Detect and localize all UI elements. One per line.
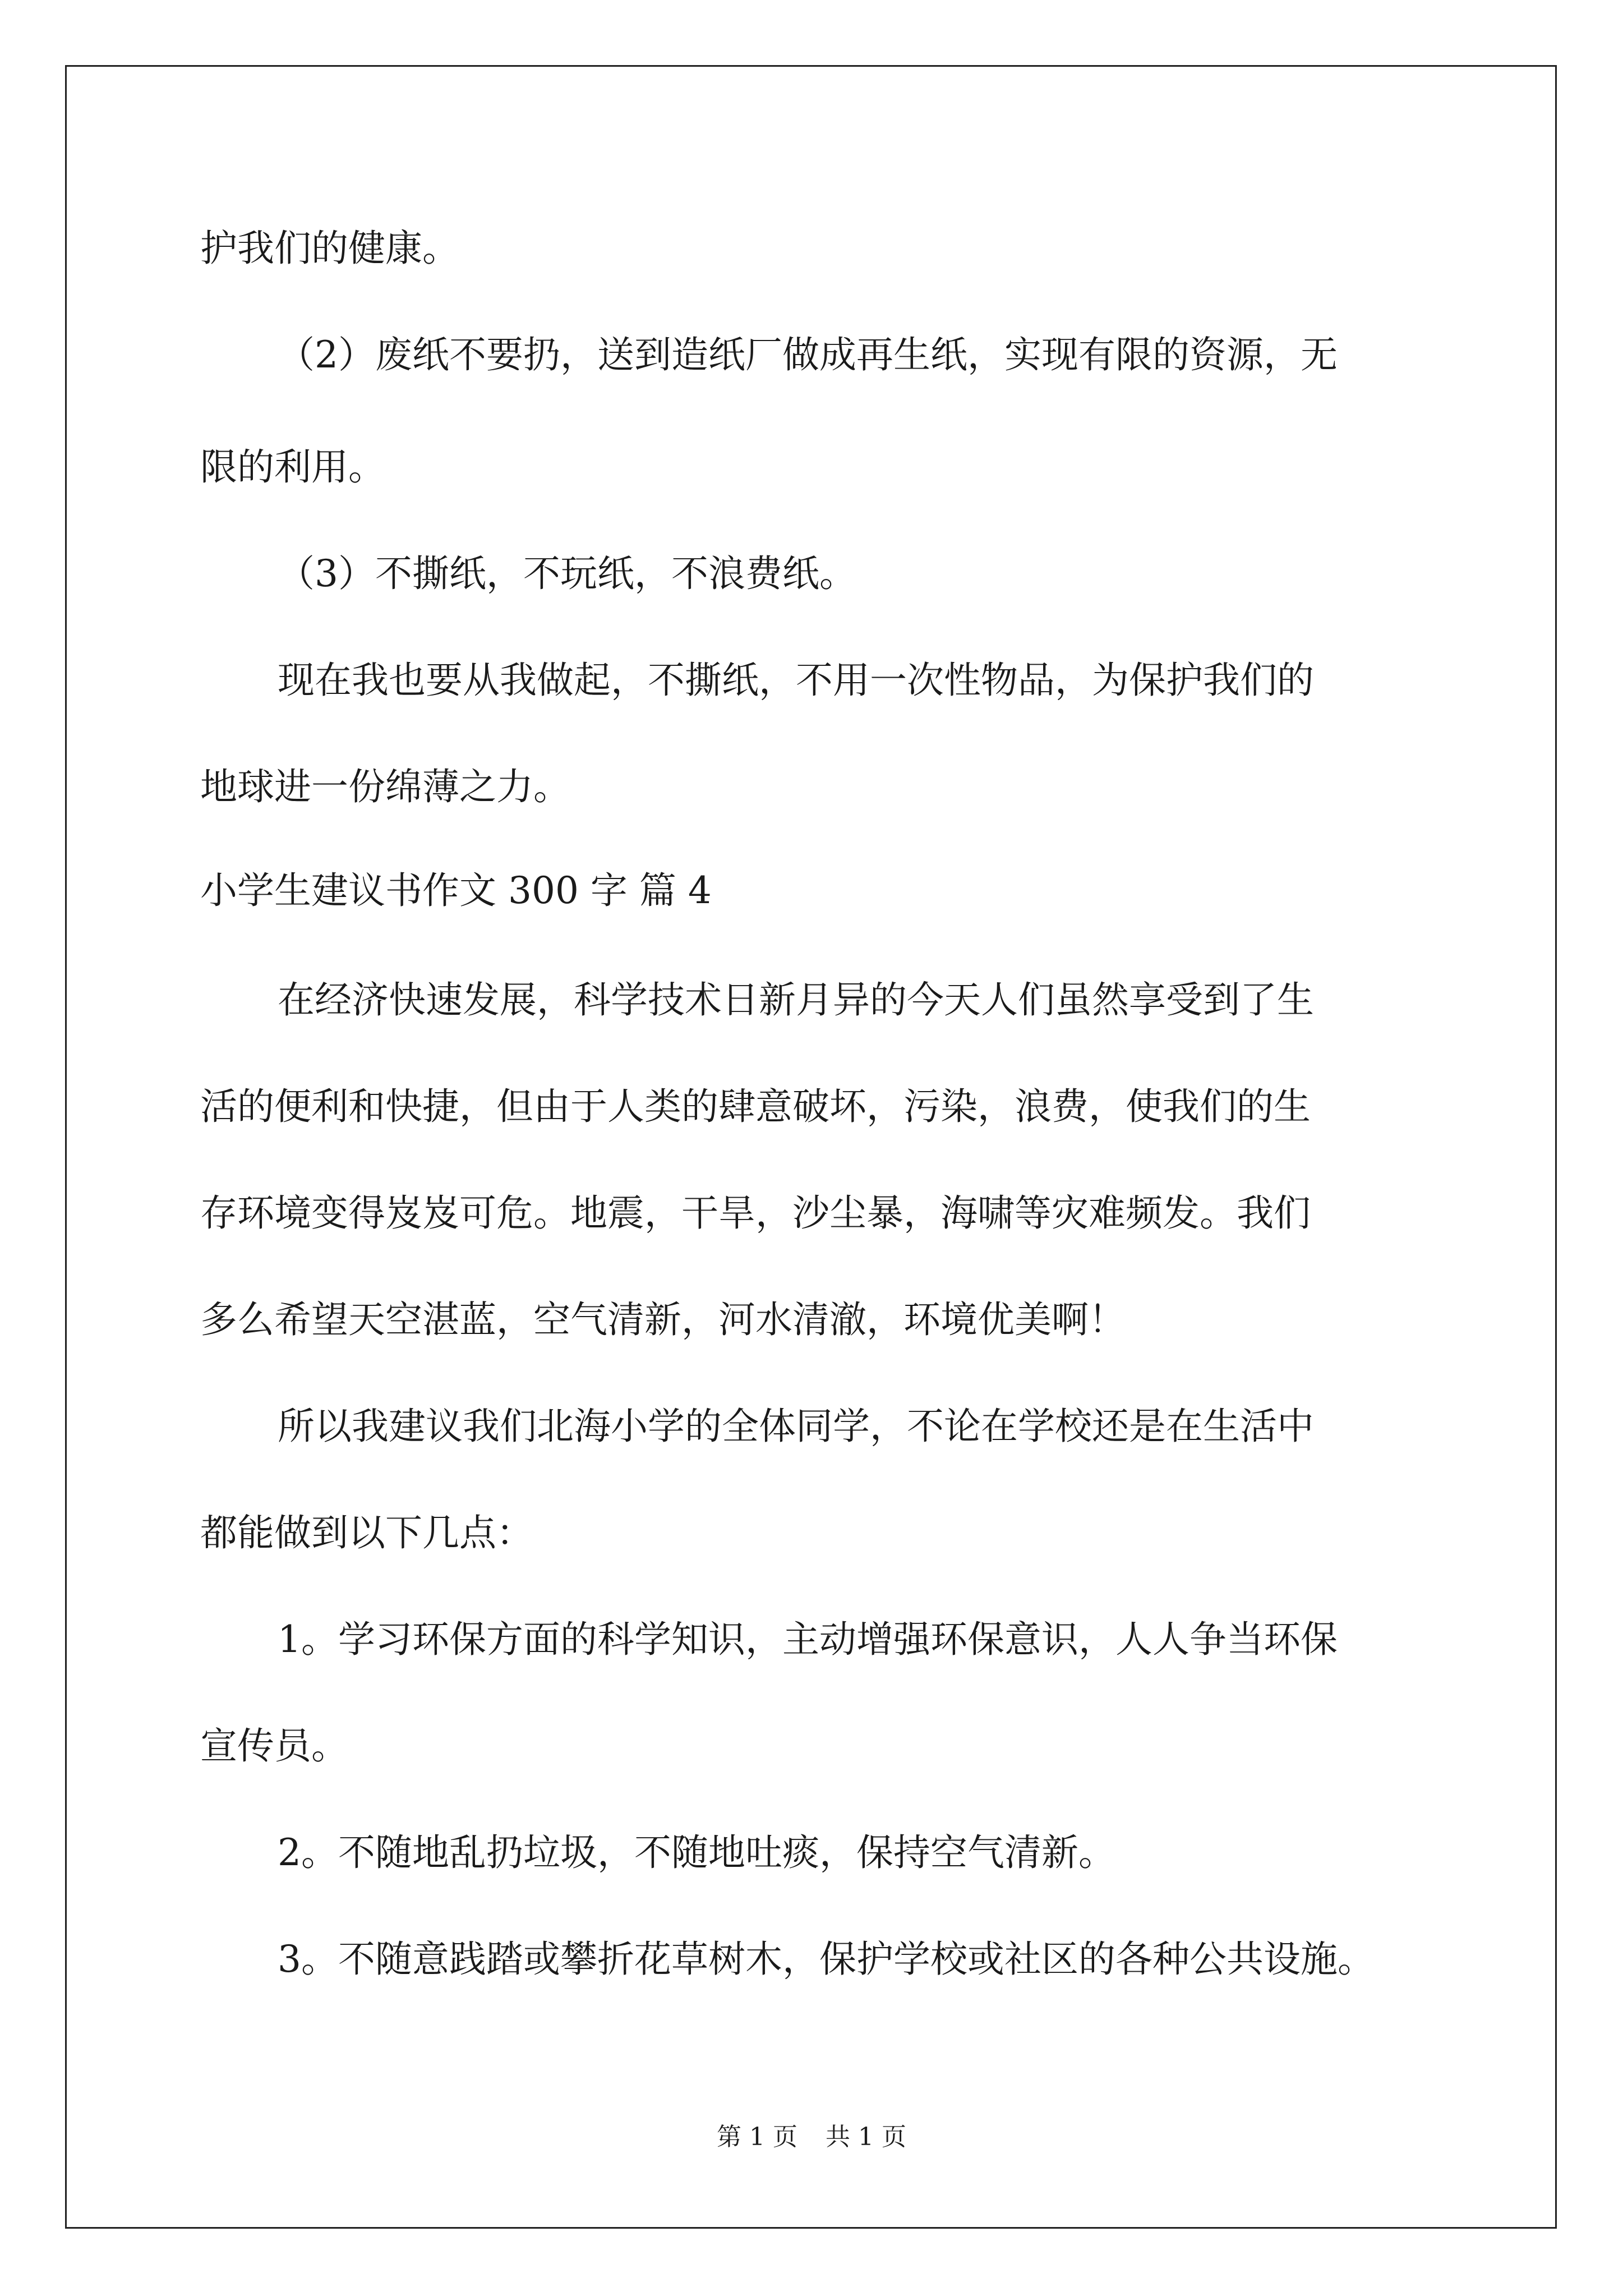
text-line: 2。不随地乱扔垃圾，不随地吐痰，保持空气清新。 xyxy=(278,1831,1115,1874)
text-line: 限的利用。 xyxy=(200,445,385,489)
section-heading: 小学生建议书作文 300 字 篇 4 xyxy=(200,869,712,912)
text-line: 多么希望天空湛蓝，空气清新，河水清澈，环境优美啊！ xyxy=(200,1298,1126,1341)
text-line: （2）废纸不要扔，送到造纸厂做成再生纸，实现有限的资源，无 xyxy=(278,333,1338,376)
page-border xyxy=(65,65,1557,2229)
text-line: 都能做到以下几点： xyxy=(200,1511,533,1554)
text-line: 在经济快速发展，科学技术日新月异的今天人们虽然享受到了生 xyxy=(278,978,1314,1022)
text-line: 宣传员。 xyxy=(200,1724,348,1768)
text-line: 地球进一份绵薄之力。 xyxy=(200,765,570,808)
text-line: 存环境变得岌岌可危。地震，干旱，沙尘暴，海啸等灾难频发。我们 xyxy=(200,1191,1311,1235)
page-total: 共 1 页 xyxy=(826,2123,906,2151)
text-line: 活的便利和快捷，但由于人类的肆意破坏，污染，浪费，使我们的生 xyxy=(200,1085,1311,1128)
text-line: 护我们的健康。 xyxy=(200,227,459,270)
text-line: 所以我建议我们北海小学的全体同学，不论在学校还是在生活中 xyxy=(278,1405,1314,1448)
text-line: 1。学习环保方面的科学知识，主动增强环保意识，人人争当环保 xyxy=(278,1618,1338,1661)
text-line: 3。不随意践踏或攀折花草树木，保护学校或社区的各种公共设施。 xyxy=(278,1938,1375,1981)
page-number: 第 1 页 xyxy=(717,2123,797,2151)
text-line: （3）不撕纸，不玩纸，不浪费纸。 xyxy=(278,552,856,595)
page-footer xyxy=(0,2125,1623,2150)
text-line: 现在我也要从我做起，不撕纸，不用一次性物品，为保护我们的 xyxy=(278,659,1314,702)
